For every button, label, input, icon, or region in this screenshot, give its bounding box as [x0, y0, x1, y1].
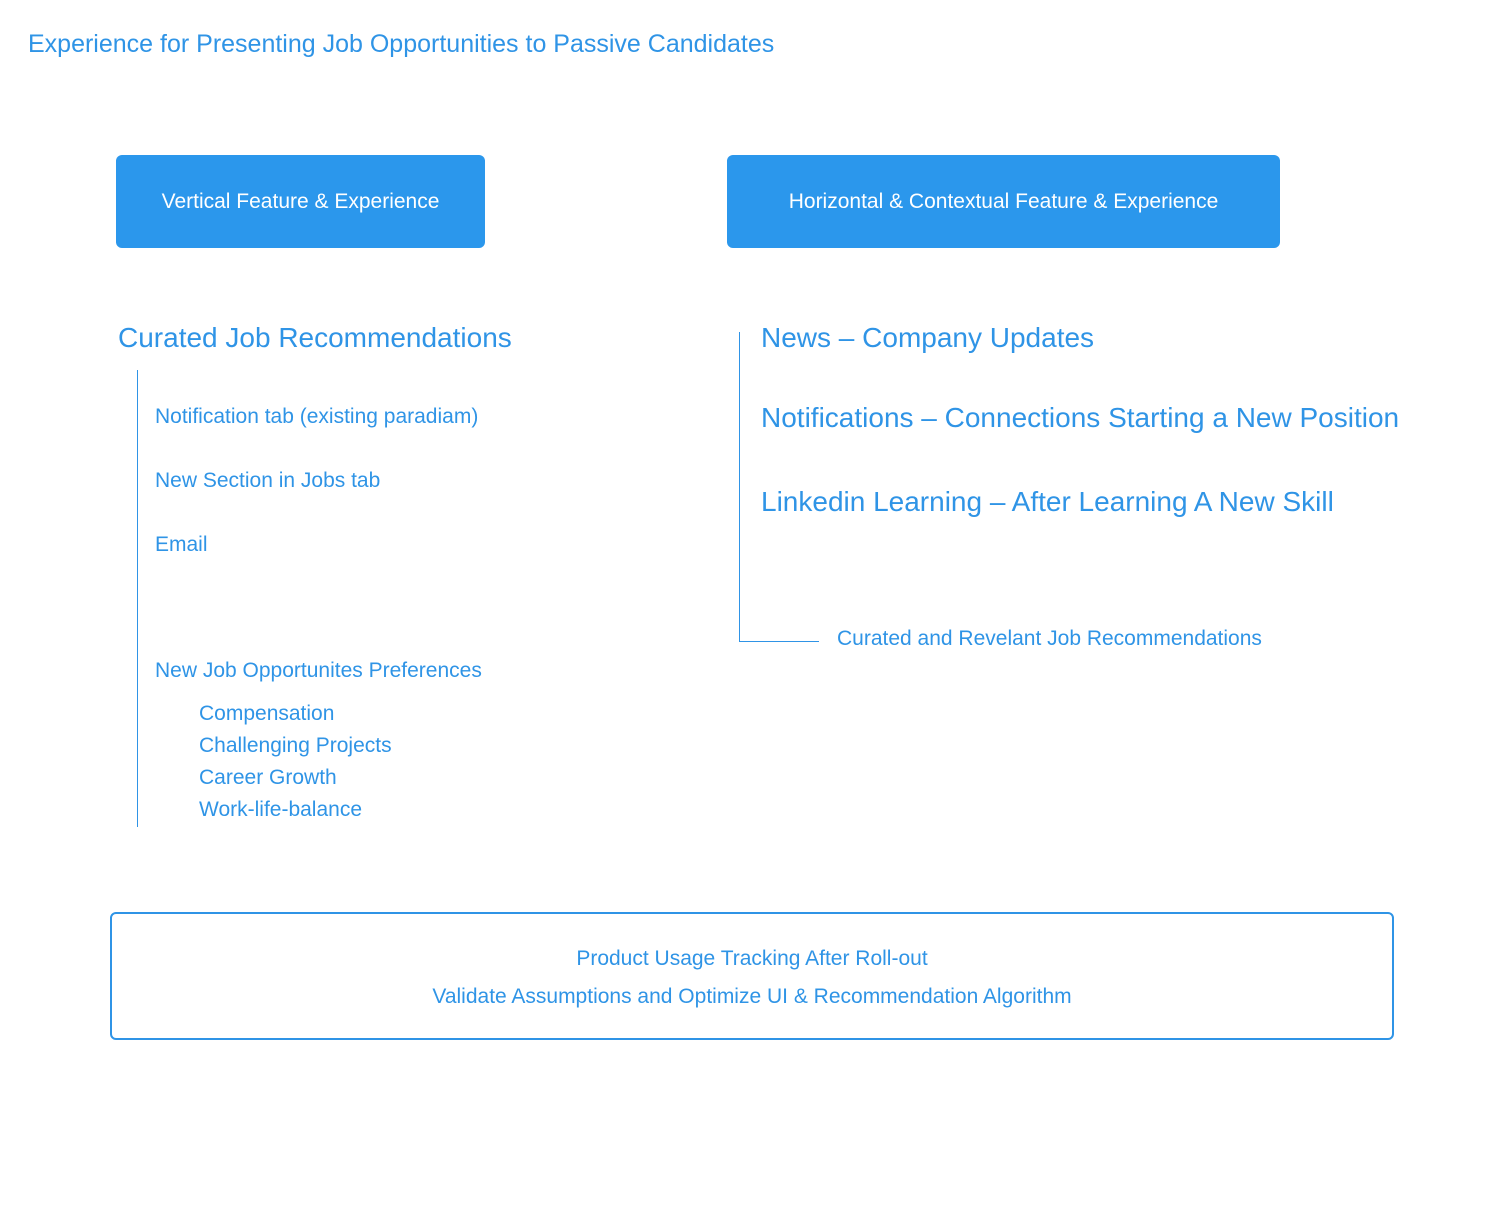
trigger-item-notifications: Notifications – Connections Starting a New Position [761, 402, 1400, 433]
horizontal-header-label: Horizontal & Contextual Feature & Experience [788, 189, 1219, 213]
preference-item-compensation: Compensation [199, 702, 335, 725]
horizontal-connector-line [739, 332, 740, 642]
channel-item-email: Email [155, 533, 208, 556]
validate-line: Validate Assumptions and Optimize UI & Recommendation Algorithm [432, 985, 1072, 1008]
horizontal-connector-branch [739, 641, 819, 642]
preference-item-career-growth: Career Growth [199, 766, 337, 789]
vertical-header-label: Vertical Feature & Experience [161, 189, 440, 213]
vertical-heading: Curated Job Recommendations [118, 322, 512, 353]
channel-item-notification-tab: Notification tab (existing paradiam) [155, 405, 479, 428]
horizontal-header-box [727, 155, 1280, 248]
vertical-header-box [116, 155, 485, 248]
tracking-line: Product Usage Tracking After Roll-out [576, 947, 928, 970]
trigger-item-news: News – Company Updates [761, 322, 1095, 353]
vertical-connector-line [137, 370, 138, 827]
preference-item-challenging-projects: Challenging Projects [199, 734, 392, 757]
tracking-box [110, 912, 1394, 1040]
trigger-item-learning: Linkedin Learning – After Learning A New Skill [761, 486, 1334, 517]
preferences-label: New Job Opportunites Preferences [155, 659, 482, 682]
preference-item-work-life-balance: Work-life-balance [199, 798, 363, 821]
diagram-title: Experience for Presenting Job Opportunities to Passive Candidates [28, 30, 775, 58]
outcome-label: Curated and Revelant Job Recommendations [837, 627, 1262, 650]
channel-item-jobs-tab: New Section in Jobs tab [155, 469, 381, 492]
